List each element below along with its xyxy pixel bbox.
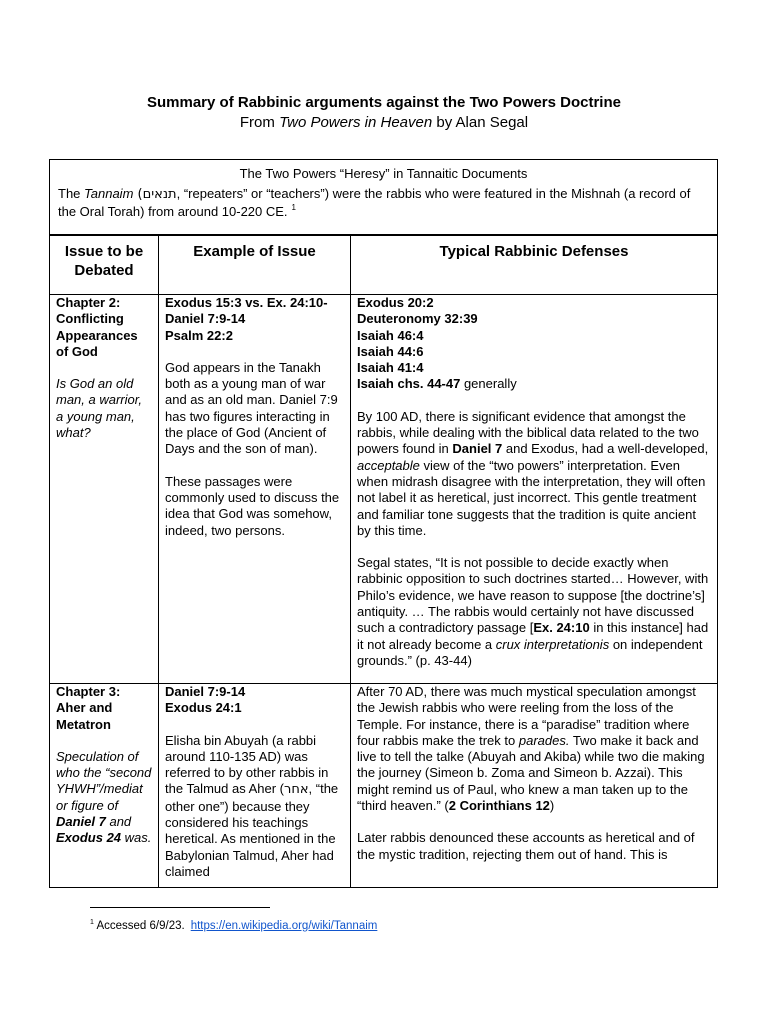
text-run: Two make it back and live to tell the talke (Abuyah and Akiba) while two die making the journey (Simeon b. Zoma and Simeon b. Azzai). This might remind us of Paul, who knew a man taken up to the “third heaven.” (	[357, 732, 705, 814]
issue-title: Chapter 3: Aher and Metatron	[56, 684, 121, 732]
example-paragraph: God appears in the Tanakh both as a young man of war and as an old man. Daniel 7:9 has two figures interacting in the place of God (Ancient of Days and the son of man).	[165, 359, 338, 457]
text-run: Elisha bin Abuyah (a rabbi around 110-135 AD) was referred to by other rabbis in the Talmud as Aher (	[165, 732, 329, 797]
text-run: in this instance] had it not already become a	[357, 620, 709, 652]
emphasis: acceptable	[357, 457, 420, 473]
scripture-ref: Isaiah 41:4	[357, 360, 424, 376]
subtitle-author: by Alan Segal	[432, 114, 529, 131]
table-row	[50, 295, 718, 684]
text-run: Segal states, “It is not possible to decide exactly when rabbinic opposition to such doctrines started… However, with Philo’s evidence, we have reason to suppose [the doctrine’s] antiquity. … The rabbis would certainly not have discussed such a contradictory passage [	[357, 555, 709, 636]
two-powers-table	[49, 159, 718, 888]
scripture-ref: Daniel 7	[452, 441, 503, 457]
scripture-ref: Daniel 7:9-14	[165, 684, 246, 699]
defense-cell	[351, 295, 718, 684]
footnote-divider	[90, 907, 270, 908]
scripture-ref: Deuteronomy 32:39	[357, 311, 478, 327]
emphasis: crux interpretationis	[495, 636, 610, 652]
scripture-ref: Daniel 7	[56, 814, 106, 830]
scripture-ref: Exodus 24	[56, 830, 122, 846]
issue-title: Chapter 2: Conflicting Appearances of God	[56, 295, 138, 359]
text-run: )	[549, 798, 555, 814]
scripture-ref: Isaiah chs. 44-47	[357, 376, 461, 392]
text-run: After 70 AD, there was much mystical speculation amongst the Jewish rabbis who were reeling from the loss of the Temple. For instance, there is a “paradise” tradition where four rabbis make the trek to	[357, 684, 696, 748]
footnote-reference: 1	[291, 203, 296, 213]
defense-paragraph	[357, 409, 711, 539]
intro-heading: The Two Powers “Heresy” in Tannaitic Documents	[239, 166, 528, 181]
text-run: and Exodus, had a well-developed,	[502, 441, 709, 457]
intro-cell	[50, 160, 718, 236]
ref-suffix: generally	[460, 376, 517, 392]
scripture-ref: Isaiah 44:6	[357, 343, 424, 359]
text-run: , “the other one”) because they considered his teachings heretical. As mentioned in the Babylonian Talmud, Aher had claimed	[165, 781, 339, 879]
issue-cell	[50, 295, 159, 684]
table-row	[50, 684, 718, 888]
text-run: Speculation of who the “second YHWH”/mediat or figure of	[56, 748, 152, 813]
footnote-text: Accessed 6/9/23.	[93, 919, 185, 932]
issue-question	[56, 749, 152, 847]
header-row	[50, 235, 718, 295]
intro-row	[50, 160, 718, 236]
header-issue: Issue to be Debated	[50, 235, 159, 295]
footnote-link[interactable]: https://en.wikipedia.org/wiki/Tannaim	[190, 919, 378, 932]
footnote-number: 1	[90, 919, 94, 926]
scripture-ref: Daniel 7:9-14	[165, 311, 246, 327]
defense-quote-paragraph	[357, 555, 711, 669]
scripture-ref: Exodus 20:2	[357, 295, 434, 310]
example-paragraph: These passages were commonly used to discuss the idea that God was somehow, indeed, two persons.	[165, 473, 340, 538]
intro-text-start: The	[58, 186, 85, 202]
example-paragraph	[165, 733, 344, 881]
issue-question: Is God an old man, a warrior, a young man, what?	[56, 376, 142, 441]
example-cell	[159, 295, 351, 684]
intro-text-end: , “repeaters” or “teachers”) were the rabbis who were featured in the Mishnah (a record of the Oral Torah) from around 10-220 CE.	[58, 186, 691, 219]
subtitle-prefix: From	[239, 114, 280, 131]
scripture-ref: Exodus 15:3 vs. Ex. 24:10-	[165, 295, 328, 310]
text-run: view of the “two powers” interpretation. Even when midrash disagree with the interpretation, they will often not label it as heretical, just incorrect. This gentle treatment and familiar tone suggests that the tradition is quite ancient by this time.	[357, 457, 706, 538]
defense-cell	[351, 684, 718, 888]
example-references	[165, 684, 344, 717]
defense-references	[357, 295, 711, 376]
text-run: on independent grounds.” (p. 43-44)	[357, 636, 703, 668]
header-defenses: Typical Rabbinic Defenses	[351, 235, 718, 295]
scripture-ref: Isaiah 46:4	[357, 327, 424, 343]
emphasis: parades.	[518, 732, 570, 748]
header-example: Example of Issue	[159, 235, 351, 295]
intro-hebrew: (תנאים	[133, 187, 177, 203]
subtitle-book-title: Two Powers in Heaven	[279, 114, 433, 131]
scripture-ref: Exodus 24:1	[165, 700, 242, 716]
footnote	[90, 916, 377, 933]
scripture-ref: Ex. 24:10	[533, 620, 590, 636]
text-run: and	[105, 814, 132, 830]
intro-paragraph	[58, 186, 709, 220]
example-references	[165, 295, 344, 344]
scripture-ref: 2 Corinthians 12	[448, 798, 550, 814]
scripture-ref: Psalm 22:2	[165, 327, 233, 343]
intro-term: Tannaim	[84, 186, 134, 202]
text-run: By 100 AD, there is significant evidence that amongst the rabbis, while dealing with the biblical data related to the two powers found in	[357, 408, 699, 457]
text-run: was.	[121, 830, 152, 846]
defense-paragraph	[357, 684, 711, 814]
scripture-ref-range	[357, 376, 711, 392]
hebrew-term: אחר	[284, 782, 309, 798]
example-cell	[159, 684, 351, 888]
issue-cell	[50, 684, 159, 888]
defense-paragraph: Later rabbis denounced these accounts as heretical and of the mystic tradition, rejecting them out of hand. This is	[357, 830, 695, 862]
document-title: Summary of Rabbinic arguments against the Two Powers Doctrine	[147, 94, 621, 111]
document-subtitle	[0, 114, 768, 132]
